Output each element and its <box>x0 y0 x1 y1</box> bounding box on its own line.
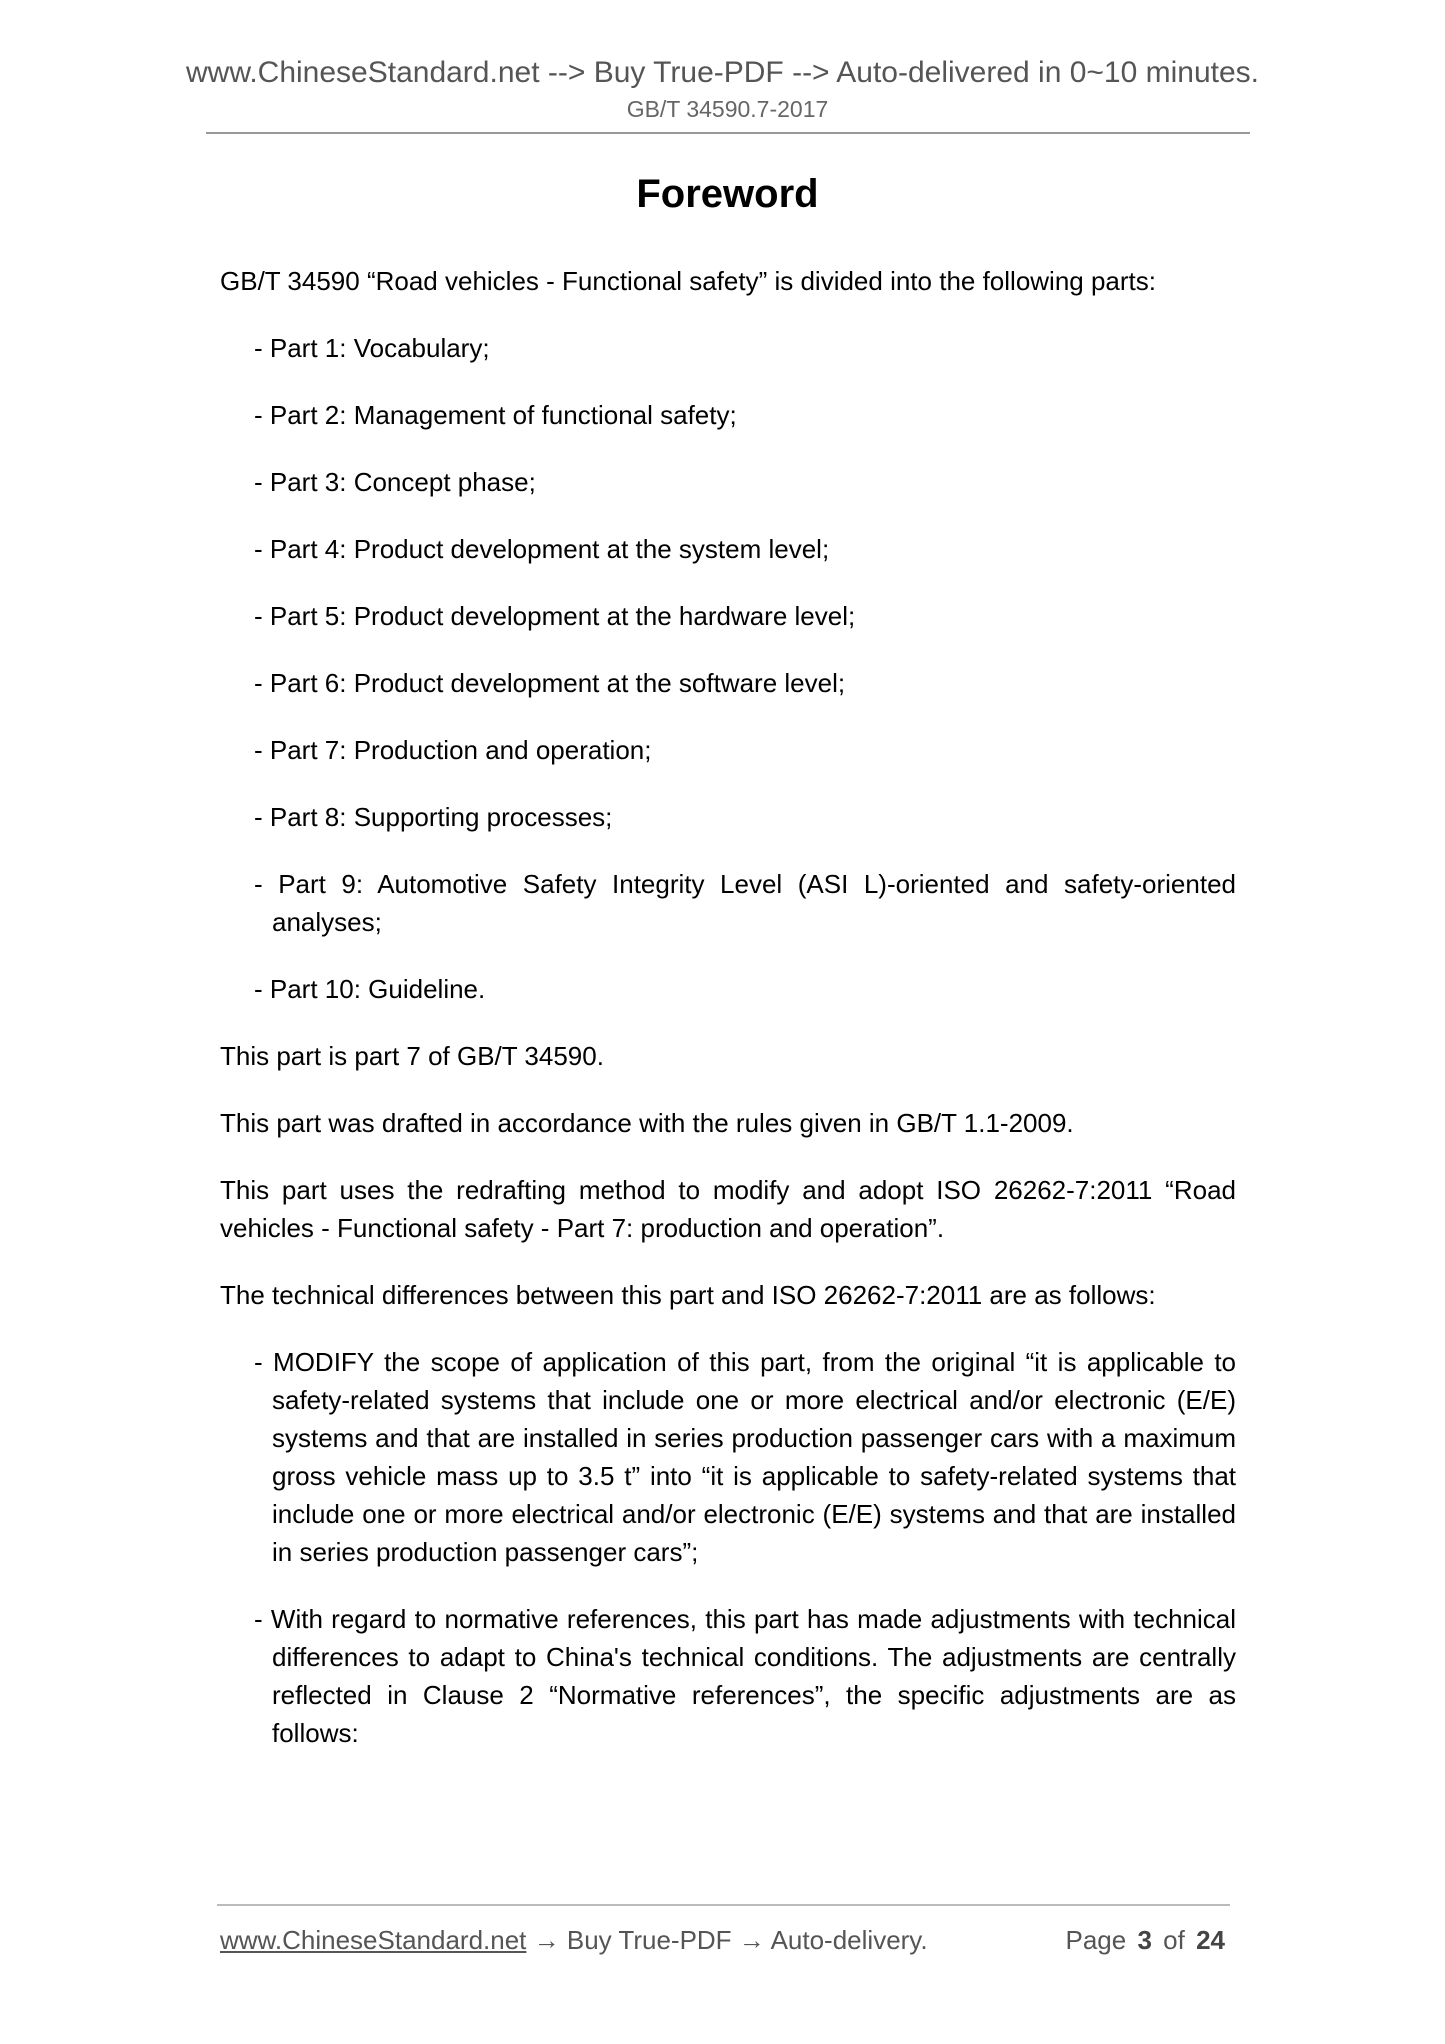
list-item: - Part 8: Supporting processes; <box>254 802 613 832</box>
document-body <box>220 262 1236 1781</box>
page-current: 3 <box>1137 1925 1152 1955</box>
list-item: - MODIFY the scope of application of this part, from the original “it is applicable to safety-related systems that include one or more electrical and/or electronic (E/E) systems and that are installed in series production passenger cars with a maximum gross vehicle mass up to 3.5 t” into “it is applicable to safety-related systems that include one or more electrical and/or electronic (E/E) systems and that are installed in series production passenger cars”; <box>254 1347 1236 1567</box>
list-item: - Part 4: Product development at the system level; <box>254 534 830 564</box>
standard-id: GB/T 34590.7-2017 <box>626 96 829 122</box>
list-item: - Part 2: Management of functional safety; <box>254 400 737 430</box>
footer-link[interactable]: www.ChineseStandard.net <box>220 1925 527 1955</box>
list-item: - Part 9: Automotive Safety Integrity Level (ASI L)-oriented and safety-oriented analyses; <box>254 869 1236 937</box>
list-item: - Part 3: Concept phase; <box>254 467 536 497</box>
list-item: - Part 7: Production and operation; <box>254 735 652 765</box>
list-item: - With regard to normative references, this part has made adjustments with technical differences to adapt to China's technical conditions. The adjustments are centrally reflected in Clause 2 “Normative references”, the specific adjustments are as follows: <box>254 1604 1236 1748</box>
page-total: 24 <box>1196 1925 1225 1955</box>
header-divider <box>206 132 1250 134</box>
paragraph: This part was drafted in accordance with the rules given in GB/T 1.1-2009. <box>220 1108 1074 1138</box>
header-watermark: www.ChineseStandard.net --> Buy True-PDF --> Auto-delivered in 0~10 minutes. <box>185 56 1260 89</box>
footer-divider <box>217 1904 1230 1906</box>
page-label: Page <box>1065 1925 1127 1955</box>
list-item: - Part 1: Vocabulary; <box>254 333 490 363</box>
paragraph: GB/T 34590 “Road vehicles - Functional safety” is divided into the following parts: <box>220 266 1156 296</box>
footer <box>220 1925 928 1956</box>
page-of: of <box>1163 1925 1185 1955</box>
footer-text: → Buy True-PDF → Auto-delivery. <box>526 1925 928 1955</box>
paragraph: The technical differences between this part and ISO 26262-7:2011 are as follows: <box>220 1280 1156 1310</box>
paragraph: This part uses the redrafting method to modify and adopt ISO 26262-7:2011 “Road vehicles - Functional safety - Part 7: production and operation”. <box>220 1175 1236 1243</box>
list-item: - Part 5: Product development at the hardware level; <box>254 601 856 631</box>
page-indicator <box>1065 1925 1225 1956</box>
list-item: - Part 10: Guideline. <box>254 974 486 1004</box>
list-item: - Part 6: Product development at the software level; <box>254 668 846 698</box>
paragraph: This part is part 7 of GB/T 34590. <box>220 1041 604 1071</box>
page-title: Foreword <box>636 172 819 216</box>
